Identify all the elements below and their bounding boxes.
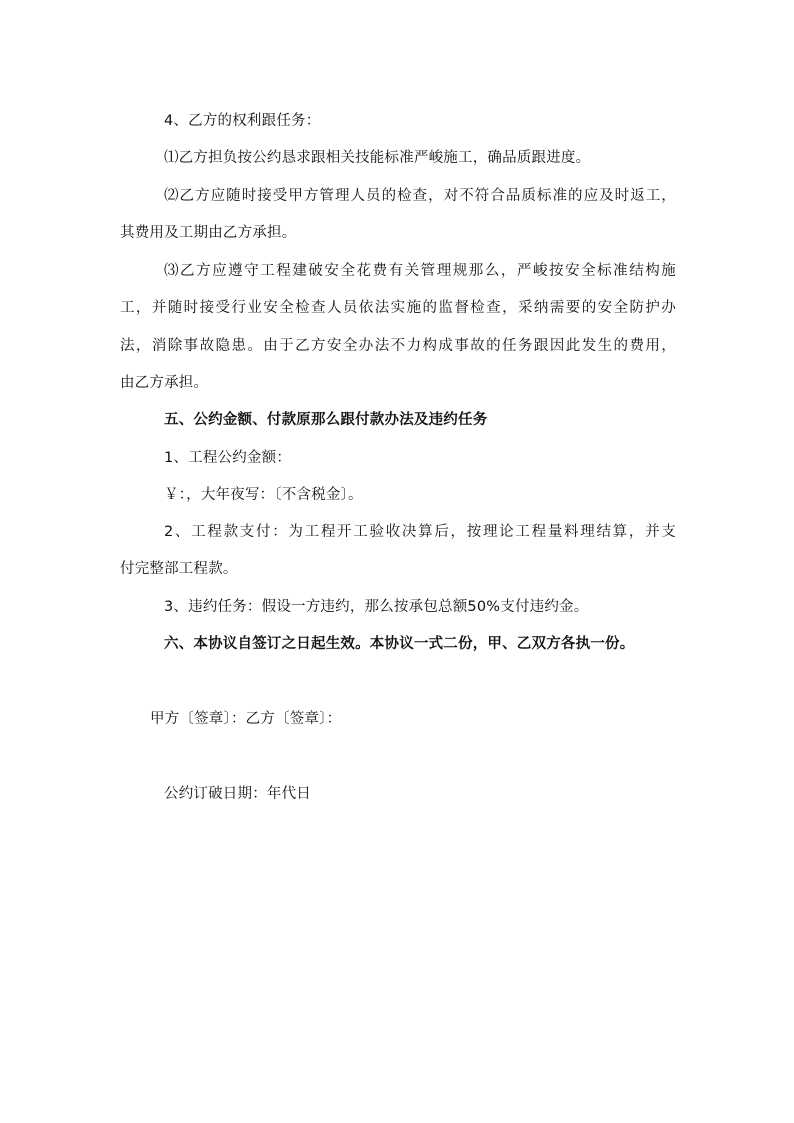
section5-heading: 五、公约金额、付款原那么跟付款办法及违约任务 xyxy=(164,412,488,428)
contract-amount-label: 1、工程公约金额： xyxy=(164,450,292,466)
payment-terms-line-1: 2、工程款支付：为工程开工验收决算后，按理论工程量料理结算，并支 xyxy=(164,524,676,540)
signature-line: 甲方〔签章〕：乙方〔签章〕： xyxy=(150,711,342,727)
payment-terms-line-2: 付完整部工程款。 xyxy=(120,561,238,577)
obligation-item-1: ⑴乙方担负按公约恳求跟相关技能标准严峻施工，确品质跟进度。 xyxy=(164,150,591,166)
obligation-item-2-line-1: ⑵乙方应随时接受甲方管理人员的检查，对不符合品质标准的应及时返工， xyxy=(164,188,676,204)
section6-effectiveness: 六、本协议自签订之日起生效。本协议一式二份，甲、乙双方各执一份。 xyxy=(164,636,635,652)
signing-date-line: 公约订破日期：年代日 xyxy=(164,786,311,802)
contract-amount-value: ￥：，大年夜写：〔不含税金〕。 xyxy=(164,487,363,503)
obligation-item-3-line-1: ⑶乙方应遵守工程建破安全花费有关管理规那么，严峻按安全标准结构施 xyxy=(164,263,676,279)
obligation-item-3-line-2: 工，并随时接受行业安全检查人员依法实施的监督检查，采纳需要的安全防护办 xyxy=(120,300,676,316)
obligation-item-3-line-3: 法，消除事故隐患。由于乙方安全办法不力构成事故的任务跟因此发生的费用， xyxy=(120,338,676,354)
obligation-item-3-line-4: 由乙方承担。 xyxy=(120,375,209,391)
obligation-item-2-line-2: 其费用及工期由乙方承担。 xyxy=(120,225,297,241)
section4-title: 4、乙方的权利跟任务： xyxy=(164,113,321,129)
breach-terms: 3、违约任务：假设一方违约，那么按承包总额50%支付违约金。 xyxy=(164,599,589,615)
